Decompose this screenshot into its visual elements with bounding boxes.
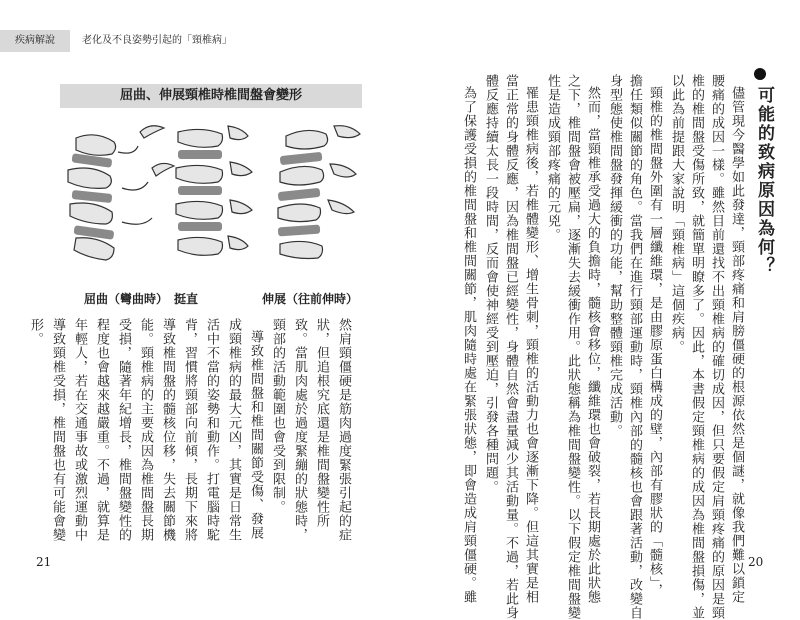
- page-number-left: 21: [36, 555, 52, 569]
- caption-flexion: 屈曲（彎曲時）: [84, 292, 169, 306]
- text-column: 體反應持續太長一段時間，反而會使神經受到壓迫，引發各種問題。: [483, 74, 498, 494]
- text-column: 擔任類似關節的角色。當我們在進行頸部運動時，頸椎內部的髓核也會跟著活動，改變自: [627, 74, 642, 620]
- text-column: 能。頸椎病的主要成因為椎間盤長期: [138, 318, 153, 542]
- text-column: 導致椎間盤的髓核位移，失去關節機: [160, 318, 175, 542]
- page-number-right: 20: [748, 555, 764, 569]
- text-column: 導致椎間盤和椎間關節受傷、發展: [248, 330, 263, 540]
- section-title: 老化及不良姿勢引起的「頸椎病」: [82, 35, 232, 46]
- caption-extension: 伸展（往前伸時）: [262, 292, 359, 306]
- text-column: 以此為前提跟大家說明「頸椎病」這個疾病。: [669, 74, 684, 354]
- text-column: 程度也會越來越嚴重。不過，就算是: [94, 318, 109, 542]
- text-column: 致。當肌肉處於過度緊繃的狀態時，: [292, 318, 307, 542]
- spine-illustration: [58, 112, 368, 282]
- text-column: 導致頸椎受損，椎間盤也有可能會變: [50, 318, 65, 542]
- caption-straight: 挺直: [174, 292, 199, 306]
- text-column: 性是造成頸部疼痛的元兇。: [545, 74, 560, 242]
- text-column: 身型態使椎間盤發揮緩衝的功能，幫助整體頸椎完成活動。: [607, 74, 622, 438]
- text-column: 腰痛的成因一樣。雖然目前還找不出頸椎病的確切成因，但只要假定肩頸疼痛的原因是頸: [709, 74, 724, 620]
- text-column: 受損，隨著年紀增長，椎間盤變性的: [116, 318, 131, 542]
- text-column: 罹患頸椎病後，若椎體變形、增生骨刺，頸椎的活動力也會逐漸下降。但這其實是相: [523, 86, 538, 604]
- text-column: 頸椎的椎間盤外圍有一層纖維環，是由膠原蛋白構成的壁，內部有膠狀的「髓核」，: [647, 86, 662, 598]
- text-column: 椎的椎間盤受傷所致，就簡單明瞭多了。因此，本書假定頸椎病的成因為椎間盤損傷，並: [689, 74, 704, 620]
- text-column: 然肩頸僵硬是筋肉過度緊張引起的症: [336, 318, 351, 542]
- heading-bullet: [754, 68, 766, 80]
- section-heading: 可能的致病原因為何？: [754, 86, 774, 276]
- figure-title: 屈曲、伸展頸椎時椎間盤會變形: [60, 84, 362, 108]
- text-column: 狀，但追根究底還是椎間盤變性所: [314, 318, 329, 528]
- text-column: 為了保護受損的椎間盤和椎間關節，肌肉隨時處在緊張狀態，即會造成肩頸僵硬。雖: [461, 86, 476, 604]
- section-tag: 疾病解說: [0, 30, 70, 52]
- text-column: 之下，椎間盤會被壓扁，逐漸失去緩衝作用。此狀態稱為椎間盤變性。以下假定椎間盤變: [565, 74, 580, 620]
- text-column: 頸部的活動範圍也會受到限制。: [270, 318, 285, 514]
- text-column: 活中不當的姿勢和動作。打電腦時駝: [204, 318, 219, 542]
- text-column: 當正常的身體反應，因為椎間盤已經變性，身體自然會盡量減少其活動量。不過，若此身: [503, 74, 518, 620]
- text-column: 年輕人，若在交通事故或激烈運動中: [72, 318, 87, 542]
- text-column: 背，習慣將頸部向前傾，長期下來將: [182, 318, 197, 542]
- text-column: 成頸椎病的最大元凶，其實是日常生: [226, 318, 241, 542]
- text-column: 儘管現今醫學如此發達，頸部疼痛和肩膀僵硬的根源依然是個謎，就像我們難以鎖定: [729, 86, 744, 604]
- text-column: 形。: [28, 318, 43, 346]
- text-column: 然而，當頸椎承受過大的負擔時，髓核會移位，纖維環也會破裂，若長期處於此狀態: [585, 86, 600, 604]
